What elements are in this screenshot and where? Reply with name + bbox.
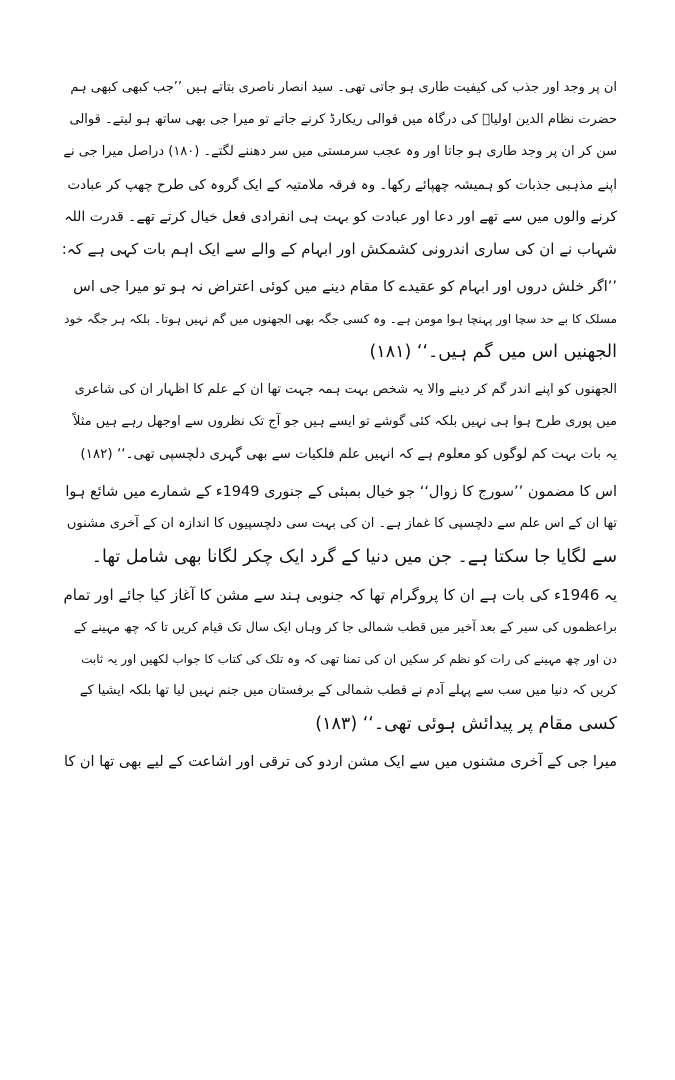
text-line: شہاب نے ان کی ساری اندرونی کشمکش اور ابہام کے والے سے ایک اہم بات کہی ہے کہ: xyxy=(62,239,617,258)
text-line: یہ 1946ء کی بات ہے ان کا پروگرام تھا کہ جنوبی ہند سے مشن کا آغاز کیا جائے اور تمام xyxy=(63,585,617,604)
text-line: تھا ان کے اس علم سے دلچسپی کا غماز ہے۔ ان کی بہت سی دلچسپیوں کا اندازہ ان کے آخری مشنوں xyxy=(66,516,617,532)
text-line: میرا جی کے آخری مشنوں میں سے ایک مشن اردو کی ترقی اور اشاعت کے لیے بھی تھا ان کا xyxy=(63,753,617,770)
text-line: دن اور چھ مہینے کی رات کو نظم کر سکیں ان کی تمنا تھی کہ وہ تلک کی کتاب کا جواب لکھیں اور یہ ثابت xyxy=(81,652,617,667)
text-line: سن کر ان پر وجد طاری ہو جاتا اور وہ عجب سرمستی میں سر دھننے لگتے۔ (۱۸۰) دراصل میرا جی نے xyxy=(63,144,617,160)
text-line: سے لگایا جا سکتا ہے۔ جن میں دنیا کے گرد ایک چکر لگانا بھی شامل تھا۔ xyxy=(91,546,617,567)
text-line: مسلک کا بے حد سچا اور پہنچا ہوا مومن ہے۔ وہ کسی جگہ بھی الجھنوں میں گم نہیں ہوتا۔ بلکہ ہر جگہ خود xyxy=(64,312,617,327)
text-line: کسی مقام پر پیدائش ہوئی تھی۔‘‘ (۱۸۳) xyxy=(315,713,617,734)
paragraph xyxy=(62,579,617,740)
text-line: الجھنیں اس میں گم ہیں۔‘‘ (۱۸۱) xyxy=(369,341,617,362)
text-line: کرنے والوں میں سے تھے اور دعا اور عبادت کو بہت ہی انفرادی فعل خیال کرتے تھے۔ قدرت اللہ xyxy=(64,208,617,225)
paragraph xyxy=(62,374,617,471)
text-line: ’’اگر خلش دروں اور ابہام کو عقیدے کا مقام دینے میں کوئی اعتراض نہ ہو تو میرا جی اس xyxy=(73,279,617,296)
text-line: اس کا مضمون ’’سورج کا زوال‘‘ جو خیال بمبئی کے جنوری 1949ء کے شمارے میں شائع ہوا xyxy=(65,484,617,501)
text-line: یہ بات بہت کم لوگوں کو معلوم ہے کہ انہیں علم فلکیات سے بھی گہری دلچسپی تھی۔‘‘ (۱۸۲) xyxy=(80,446,617,463)
text-line: الجھنوں کو اپنے اندر گم کر دینے والا یہ شخص بہت ہمہ جہت تھا ان کے علم کا اظہار ان کی شاعری xyxy=(74,381,617,397)
paragraph xyxy=(62,72,617,265)
text-line: براعظموں کی سیر کے بعد آخیر میں قطب شمالی جا کر وہاں ایک سال تک قیام کریں تا کہ چھ مہینے کے xyxy=(73,619,617,634)
block-quote xyxy=(62,271,617,368)
paragraph xyxy=(62,746,617,778)
paragraph xyxy=(62,476,617,573)
text-line: ان پر وجد اور جذب کی کیفیت طاری ہو جاتی تھی۔ سید انصار ناصری بتاتے ہیں ’’جب کبھی کبھی ہم xyxy=(70,80,617,95)
text-line: کریں کہ دنیا میں سب سے پہلے آدم نے قطب شمالی کے برفستان میں جنم نہیں لیا تھا بلکہ ایشیا کے xyxy=(79,683,617,699)
page-body xyxy=(62,72,617,778)
text-line: میں پوری طرح ہوا ہی نہیں بلکہ کئی گوشے تو ایسے ہیں جو آج تک نظروں سے اوجھل رہے ہیں مثلاً xyxy=(72,413,617,429)
text-line: اپنے مذہبی جذبات کو ہمیشہ چھپائے رکھا۔ وہ فرقہ ملامتیہ کے ایک گروہ کی طرح چھپ کر عبادت xyxy=(67,176,617,193)
text-line: حضرت نظام الدین اولیاؒ کی درگاہ میں قوالی ریکارڈ کرنے جاتے تو میرا جی بھی ساتھ ہو لیتے۔ قوالی xyxy=(69,112,617,128)
